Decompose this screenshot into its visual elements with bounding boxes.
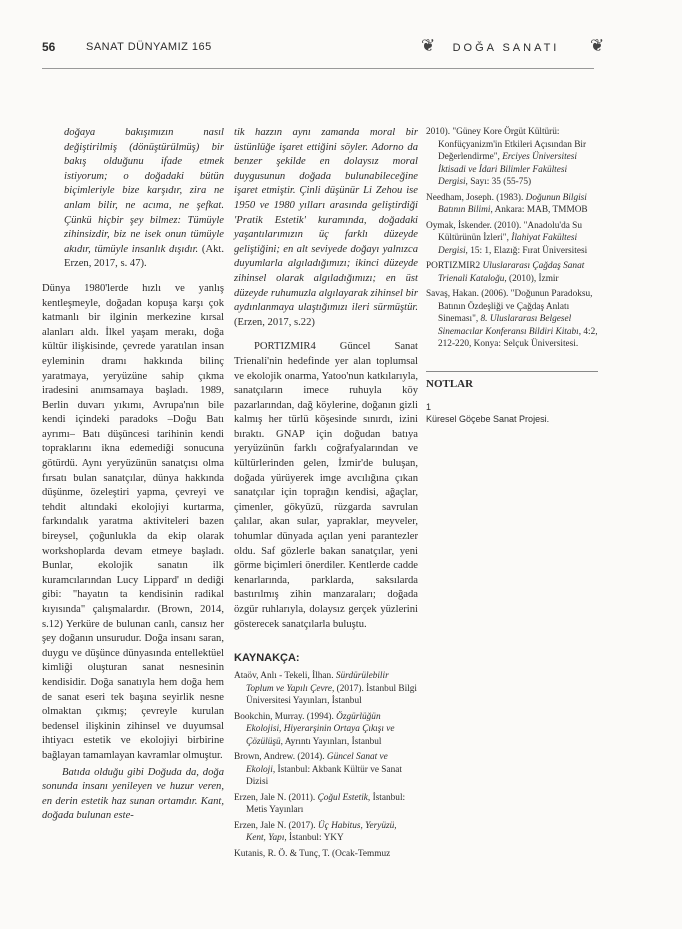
header-rule	[42, 68, 594, 69]
column-right	[426, 126, 598, 424]
body-paragraph: Dünya 1980'lerde hızlı ve yanlış kentleşmeyle, doğadan kopuşa karşı çok katmanlı bir ilginin merkezine kırsal alanları aldı. İlkel yaşam merakı, doğa kültür ilişkisinde, çevrede yaratılan insan eyleminin dramı hakkında bilinç yaratmaya, yeryüzüne sahip çıkma iradesini anımsamaya başladı. 1989, Berlin duvarı yıkımı, Avrupa'nın bile kendi içindeki paradoks –Doğu Batı ayrımı– Batı düşüncesi tarihinin kendi topraklarını ikna edemediği sonucuna götürdü. Aynı yeryüzünün sanatçısı olma fırsatı bulan sanatçılar, dünya hakkında düşünme, özeleştiri yapma, çevreyi ve tehdit altındaki ekolojiyi kurtarma, farkındalık yaratma aktiviteleri bazen bireysel, çoğunlukla da ekip olarak workshoplarda devam etmeye başladı. Bunlar, ekolojik sanatın ilk kuramcılarından Lucy Lippard' ın dediği gibi: "hayatın ta kendisinin radikal kıyısında" çalışmalardır. (Brown, 2014, s.12) Yerküre de bulunan canlı, cansız her şey doğanın unsurudur. Doğa insanı saran, duygu ve düşünce dünyasında entellektüel kimliği oluşturan sanat nesnesinin kendisidir. Doğa sanatıyla hem doğa hem de sanat eseri tek başına seyirlik nesne olmaktan çıkmış; çevreyle kurulan bedensel ilişkinin zihinsel ve duyumsal ihtiyacı estetik ve ekolojiyi birbirine bağlayan tamamlayan kavramlar olmuştur.	[42, 282, 224, 761]
reference-publisher: , İstanbul: Akbank Kültür ve Sanat Dizisi	[246, 764, 402, 788]
magazine-title: SANAT DÜNYAMIZ 165	[86, 41, 212, 53]
section-title: DOĞA SANATI	[452, 42, 560, 54]
reference-author: Kutanis, R. Ö. & Tunç, T. (Ocak-Temmuz	[234, 848, 391, 859]
reference-publisher: , Sayı: 35 (55-75)	[465, 177, 532, 187]
references-heading: KAYNAKÇA:	[234, 652, 300, 665]
ornament-left-icon: ❦	[421, 36, 436, 56]
reference-item	[426, 192, 598, 217]
reference-item	[234, 751, 418, 789]
reference-author: Ataöv, Anlı - Tekeli, İlhan.	[234, 671, 336, 682]
body-paragraph: Batıda olduğu gibi Doğuda da, doğa sonunda insanı yenileyen ve huzur veren, en derin estetik haz sunan ortamdır. Kant, doğada bulunan este-	[42, 766, 224, 822]
quote-text: doğaya bakışımızın nasıl değiştirilmiş (dönüştürülmüş) bir bakış olduğunu ifade etmek istiyorum; o doğadaki bütün biçimleriyle bize karşıdır, zira ne anlam bilir, ne acıma, ne şefkat. Çünkü hiçbir şey bilmez: Tümüyle zihinsizdir, biz ne isek onun tümüyle akıdır, tümüyle insanlık dışıdır.	[64, 127, 224, 255]
reference-item	[234, 820, 418, 845]
reference-publisher: , Ayrıntı Yayınları, İstanbul	[280, 736, 382, 747]
reference-author: Needham, Joseph. (1983).	[426, 192, 526, 203]
reference-list	[234, 670, 418, 860]
reference-publisher: , Ankara: MAB, TMMOB	[490, 205, 588, 215]
reference-author: Savaş, Hakan. (2006). "Doğunun Paradoksu, Batının Özdeşliği ve Çağdaş Anlatı Sineması",	[426, 289, 593, 324]
quote-block	[42, 126, 224, 272]
reference-title: Çoğul Estetik	[317, 792, 368, 803]
note-number: 1	[426, 401, 432, 412]
reference-author: Bookchin, Murray. (1994).	[234, 711, 337, 722]
reference-title: Uluslararası Çağdaş Sanat Trienali Kataloğu	[438, 261, 585, 284]
reference-item	[426, 260, 598, 285]
reference-publisher: , İstanbul: YKY	[284, 833, 344, 844]
body-paragraph: PORTIZMIR4 Güncel Sanat Trienali'nin hedefinde yer alan toplumsal ve ekolojik onarma, Yatoo'nun katkılarıyla, sanatçıların imece ruhuyla köy pazarlarından, dağ köylerine, doğanın gizli kalmış her türlü köşesinde sınırdı, izini bıraktı. GNAP için doğudan batıya yeryüzünün farklı coğrafyalarından ve kültürlerinden gelen, İzmir'de buluşan, doğada yürüyerek imge avcılığına çıkan sanatçılar için toprağın kendisi, ağaçlar, çimenler, gökyüzü, rüzgarda savrulan çalılar, akan sular, yapraklar, meyveler, tohumlar dünyada açılan yeni parantezler oldu. Saf gözlerle bakan sanatçılar, yeni görme biçimleri önerdiler. Kentlerde cadde kenarlarında, parklarda, saksılarda bastırılmış zihin manzaraları; doğada özgür ruhlarıyla, dolaysız gerçek yüzlerini gösterecek sanatçılarla buluştu.	[234, 341, 418, 630]
reference-author: Erzen, Jale N. (2011).	[234, 792, 318, 803]
reference-publisher: , (2017). İstanbul Bilgi Üniversitesi Yayınları, İstanbul	[246, 683, 417, 707]
column-left	[42, 126, 224, 824]
body-paragraph: tik hazzın aynı zamanda moral bir üstünlüğe işaret ettiğini söyler. Adorno da benzer şekilde en dolaysız moral duygusunun doğada bulunabileceğine işaret etmiştir. Çinli düşünür Li Zehou ise 1950 ve 1980 yılları arasında geliştirdiği 'Pratik Estetik' kuramında, doğadaki yaşantılarımızın üç farklı düzeyde geliştiğini; en alt seviyede doğayı yalnızca duyumlarla algıladığımızı; ikinci düzeyde zihinsel olarak algıladığımızı; en üst düzeyde ruhumuzla algılayarak zihinsel bir aydınlanmaya ulaştığımızı ileri sürmüştür. (Erzen, 2017, s.22)	[234, 127, 418, 328]
reference-author: Oymak, İskender. (2010). "Anadolu'da Su Kültürünün İzleri",	[426, 220, 582, 243]
quote-citation: (Akt. Erzen, 2017, s. 47).	[64, 243, 225, 270]
page-number: 56	[42, 40, 56, 54]
reference-title: 8. Uluslararası Belgesel Sinemacılar Konferansı Bildiri Kitabı	[438, 314, 579, 337]
reference-item	[426, 288, 598, 351]
notes-divider	[426, 371, 598, 372]
reference-publisher: , 15: 1, Elazığ: Fırat Üniversitesi	[465, 245, 588, 256]
reference-item	[234, 792, 418, 817]
reference-item	[234, 670, 418, 708]
reference-publisher: , (2010), İzmir	[504, 273, 559, 284]
note-text: Küresel Göçebe Sanat Projesi.	[426, 413, 550, 424]
column-middle	[234, 126, 418, 863]
reference-title: Güncel Sanat ve Ekoloji	[246, 752, 388, 775]
reference-author: Erzen, Jale N. (2017).	[234, 820, 318, 831]
reference-title: Üç Habitus, Yeryüzü, Kent, Yapı	[246, 820, 397, 844]
reference-item	[426, 126, 598, 189]
notes-heading: NOTLAR	[426, 377, 474, 390]
ornament-right-icon: ❦	[590, 36, 605, 56]
reference-item	[234, 848, 418, 861]
reference-title: Özgürlüğün Ekolojisi, Hiyerarşinin Ortaya Çıkışı ve Çözülüşü	[246, 711, 395, 747]
reference-list	[426, 126, 598, 351]
reference-author: PORTIZMIR2	[426, 261, 483, 271]
reference-title: İlahiyat Fakültesi Dergisi	[438, 233, 578, 256]
reference-item	[426, 220, 598, 258]
reference-publisher: , 4:2, 212-220, Konya: Selçuk Üniversitesi.	[438, 326, 598, 349]
reference-title: Erciyes Üniversitesi İktisadi ve İdari Bilimler Fakültesi Dergisi	[438, 152, 577, 187]
reference-author: 2010). "Güney Kore Örgüt Kültürü: Konfüçyanizm'in Etkileri Açısından Bir Değerlendirme",	[426, 127, 587, 162]
reference-author: Brown, Andrew. (2014).	[234, 752, 327, 763]
reference-title: Sürdürülebilir Toplum ve Yapılı Çevre	[246, 671, 389, 694]
reference-publisher: , İstanbul: Metis Yayınları	[246, 792, 406, 816]
reference-item	[234, 711, 418, 749]
reference-title: Doğunun Bilgisi Batının Bilimi	[438, 192, 587, 215]
